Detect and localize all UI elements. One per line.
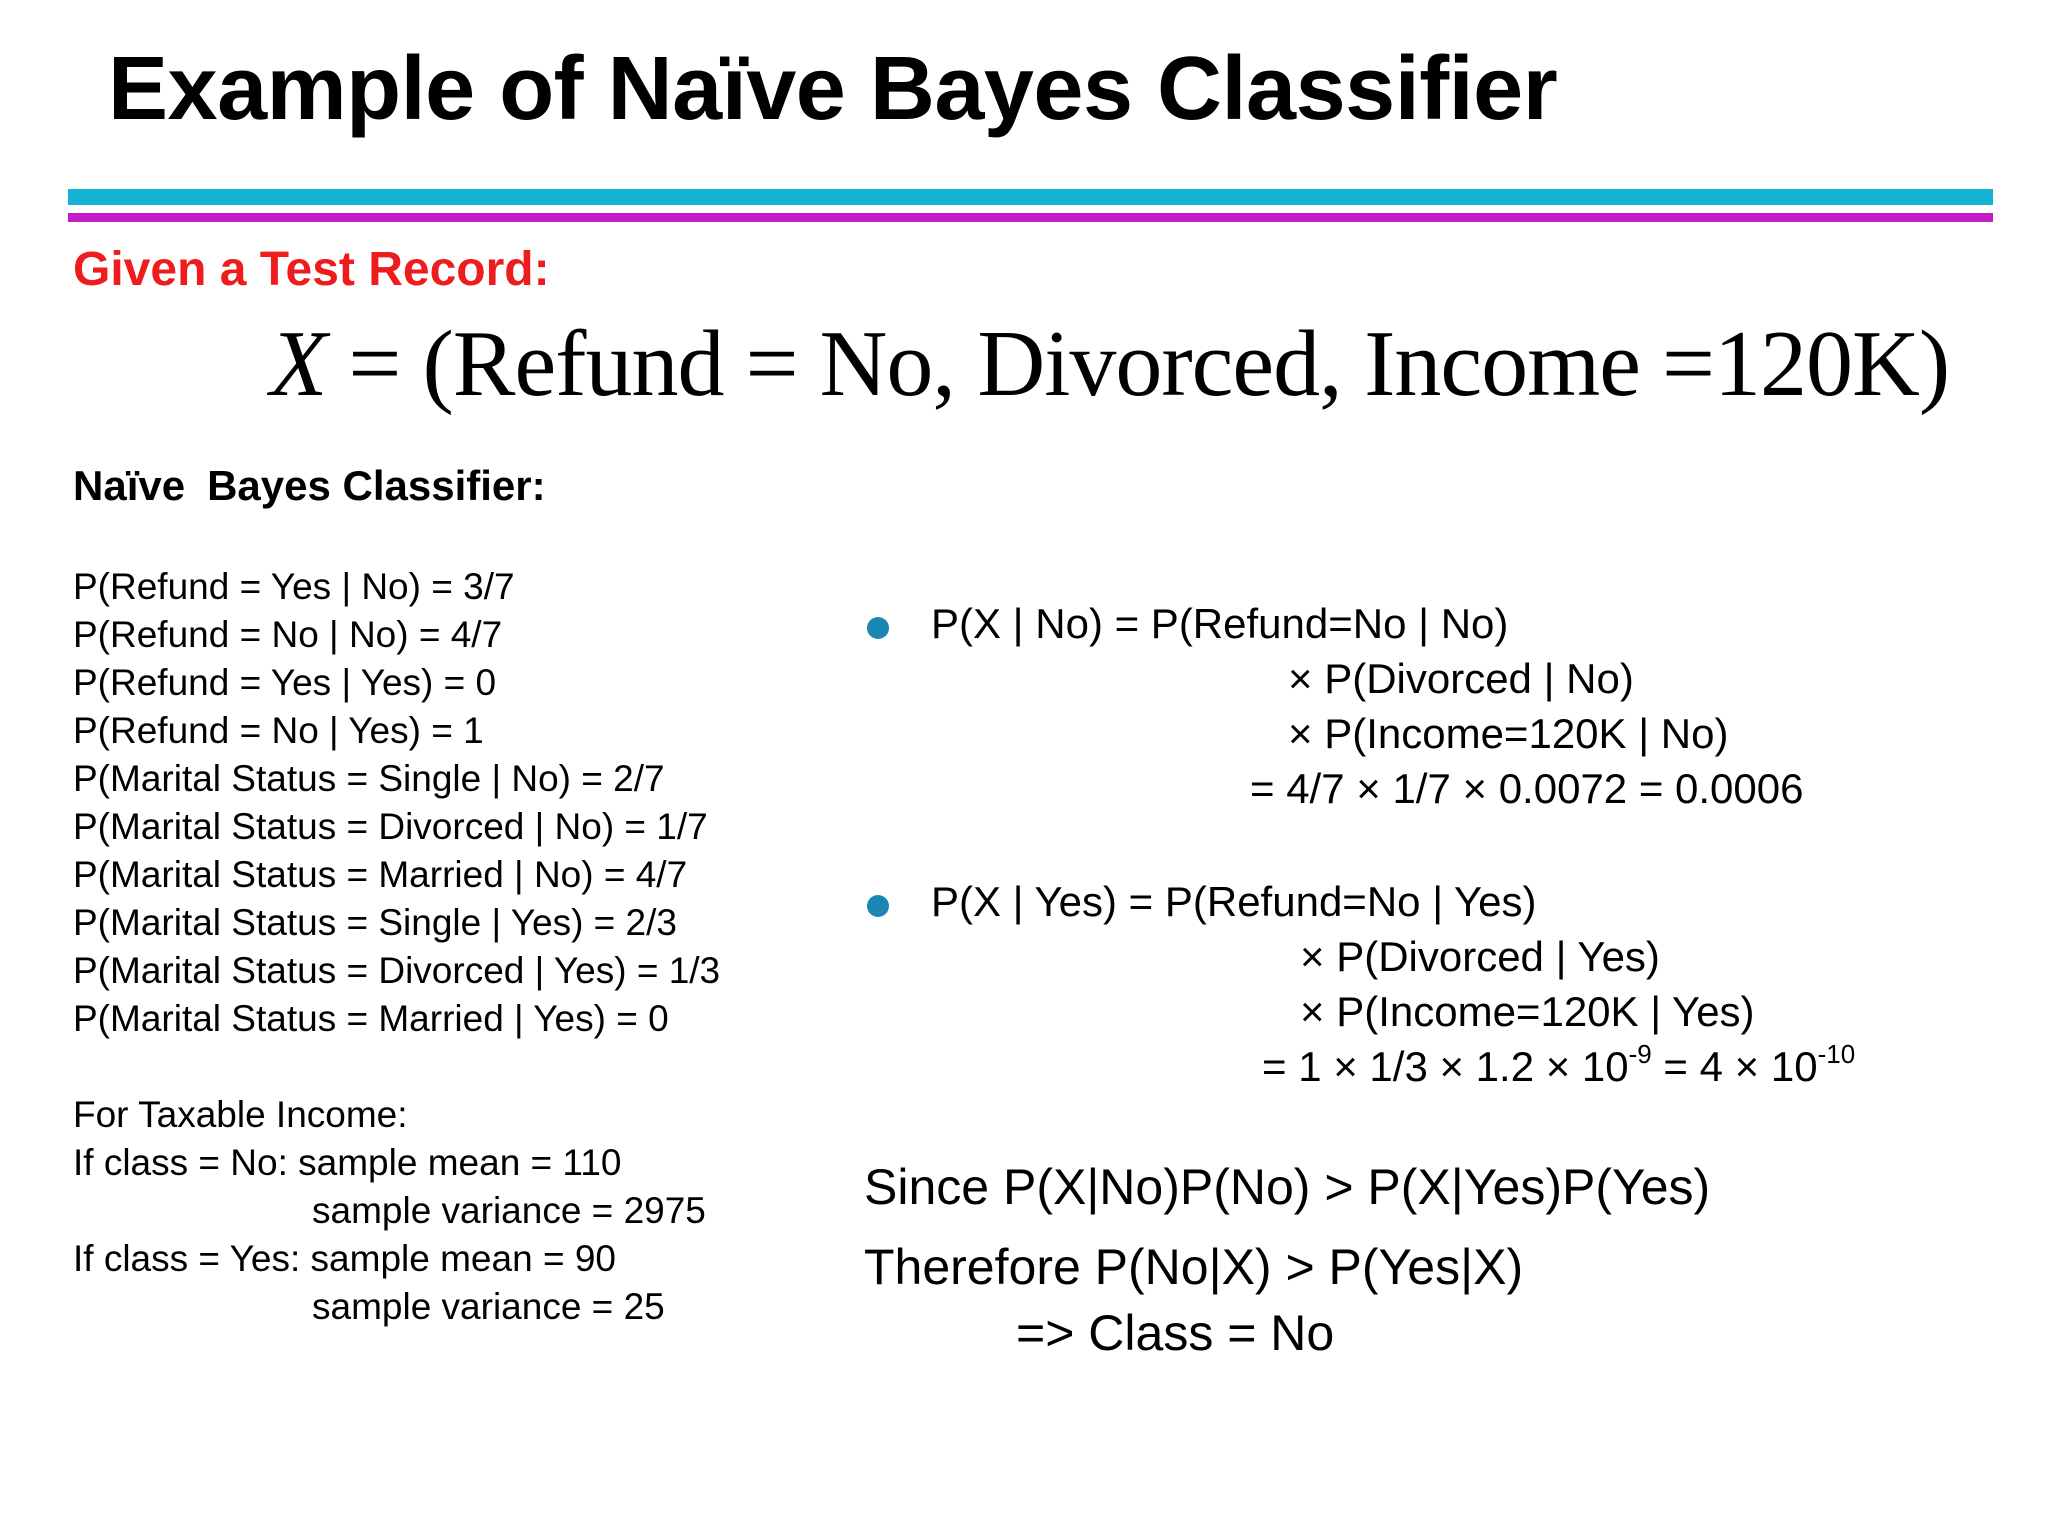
- slide-title: Example of Naïve Bayes Classifier: [108, 39, 1558, 139]
- conclusion-line2: Therefore P(No|X) > P(Yes|X): [864, 1239, 1524, 1295]
- formula-equals: =: [348, 312, 401, 416]
- formula-refund: (Refund: [422, 312, 724, 416]
- bullet-icon: [867, 617, 889, 639]
- formula-equals-2: =: [745, 312, 798, 416]
- no-class-variance: sample variance = 2975: [312, 1190, 706, 1231]
- test-record-heading: Given a Test Record:: [73, 243, 550, 296]
- probability-line: P(Refund = No | No) = 4/7: [73, 614, 503, 655]
- calc-yes-exponent-2: -10: [1817, 1039, 1856, 1069]
- conclusion-line1: Since P(X|No)P(No) > P(X|Yes)P(Yes): [864, 1159, 1711, 1215]
- title-rule-cyan: [68, 189, 1993, 205]
- classifier-heading: [73, 462, 546, 510]
- conclusion-line3: => Class = No: [1016, 1305, 1335, 1361]
- calc-yes-line4: [1262, 1039, 1856, 1091]
- formula-values: No, Divorced, Income: [819, 312, 1640, 416]
- probability-line: P(Marital Status = Divorced | No) = 1/7: [73, 806, 708, 847]
- yes-class-variance: sample variance = 25: [312, 1286, 665, 1327]
- bullet-icon: [867, 895, 889, 917]
- calc-no-line2: × P(Divorced | No): [1288, 655, 1634, 702]
- probability-line: P(Marital Status = Divorced | Yes) = 1/3: [73, 950, 721, 991]
- calc-no-line4: = 4/7 × 1/7 × 0.0072 = 0.0006: [1250, 765, 1804, 812]
- no-class-mean: If class = No: sample mean = 110: [73, 1142, 622, 1183]
- classifier-heading-word2: Bayes Classifier:: [207, 462, 546, 509]
- yes-class-mean: If class = Yes: sample mean = 90: [73, 1238, 616, 1279]
- calc-no-line3: × P(Income=120K | No): [1288, 710, 1729, 757]
- formula-income-value: 120K): [1714, 312, 1950, 416]
- test-record-formula: [270, 310, 1949, 418]
- formula-variable: X: [270, 312, 327, 416]
- calc-yes-exponent-1: -9: [1628, 1039, 1652, 1069]
- calc-yes-line4-b: = 4 × 10: [1651, 1043, 1818, 1090]
- probability-line: P(Marital Status = Single | Yes) = 2/3: [73, 902, 677, 943]
- probability-line: P(Marital Status = Married | No) = 4/7: [73, 854, 688, 895]
- calc-yes-line1: P(X | Yes) = P(Refund=No | Yes): [931, 878, 1537, 925]
- calc-yes-line3: × P(Income=120K | Yes): [1300, 988, 1755, 1035]
- probability-line: P(Refund = Yes | Yes) = 0: [73, 662, 497, 703]
- formula-equals-3: =: [1661, 312, 1714, 416]
- title-rule-magenta: [68, 213, 1993, 222]
- calc-no-line1: P(X | No) = P(Refund=No | No): [931, 600, 1509, 647]
- probability-line: P(Marital Status = Single | No) = 2/7: [73, 758, 665, 799]
- probability-line: P(Refund = Yes | No) = 3/7: [73, 566, 515, 607]
- probability-line: P(Refund = No | Yes) = 1: [73, 710, 484, 751]
- taxable-income-heading: For Taxable Income:: [73, 1094, 408, 1135]
- probability-line: P(Marital Status = Married | Yes) = 0: [73, 998, 669, 1039]
- calc-yes-line2: × P(Divorced | Yes): [1300, 933, 1660, 980]
- classifier-heading-word1: Naïve: [73, 462, 186, 509]
- calc-yes-line4-a: = 1 × 1/3 × 1.2 × 10: [1262, 1043, 1629, 1090]
